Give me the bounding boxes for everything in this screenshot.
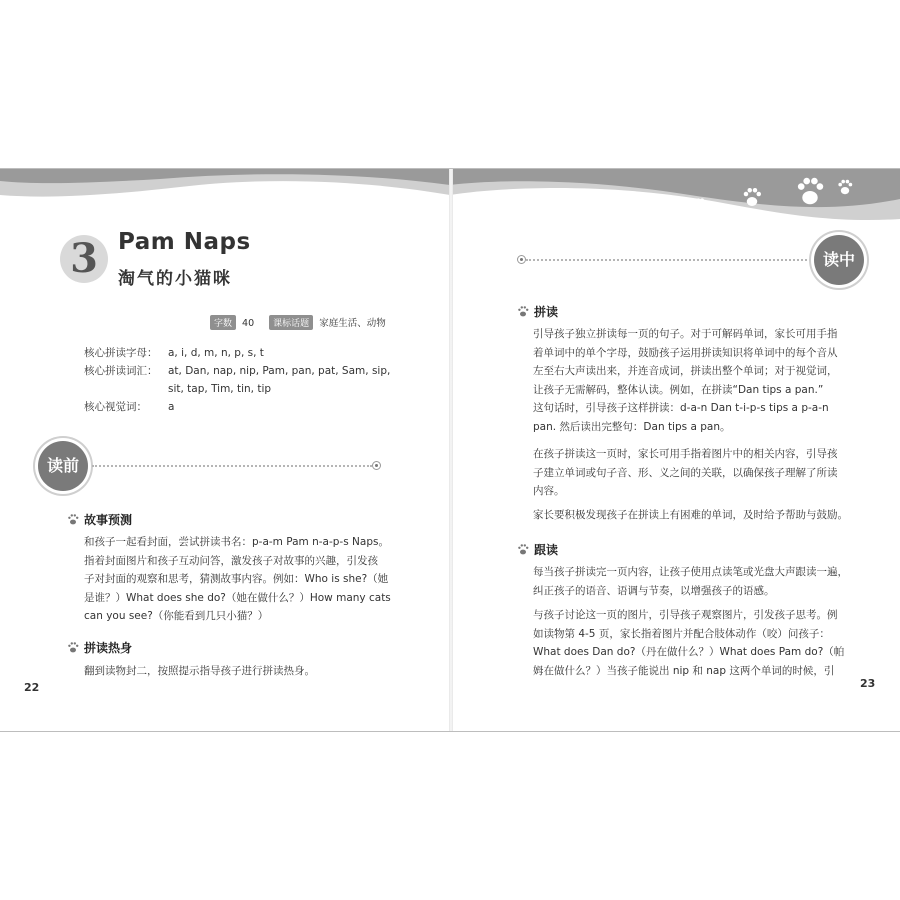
core-value: at, Dan, nap, nip, Pam, pan, pat, Sam, sip, [168,365,391,377]
book-spread [0,168,900,732]
text-line: 纠正孩子的语音、语调与节奏，以增强孩子的语感。 [533,584,775,597]
paragraph [84,533,394,626]
dotted-divider-end [372,461,381,470]
text-line: 内容。 [533,485,565,497]
heading-text: 拼读 [534,305,559,319]
core-row [84,344,404,362]
paragraph [533,325,873,436]
core-value: a, i, d, m, n, p, s, t [168,347,264,359]
text-line: 引导孩子独立拼读每一页的句子。对于可解码单词，家长可用手指 [533,328,838,340]
text-line: 翻到读物封二，按照提示指导孩子进行拼读热身。 [84,665,315,677]
paw-icon [66,513,80,525]
chapter-number: 3 [60,235,108,283]
page-title: Pam Naps [118,229,251,255]
core-label: 核心拼读字母： [84,347,158,359]
topic: 家庭生活、动物 [319,318,386,329]
dotted-divider-end [517,255,526,264]
text-line: 这句话时，引导孩子这样拼读：d-a-n Dan t-i-p-s tips a p-a-n [533,402,829,414]
section-heading [66,511,132,528]
heading-text: 拼读热身 [84,641,133,655]
topic-tag: 课标话题 [269,315,313,330]
core-list [84,344,404,416]
word-count: 40 [242,318,255,329]
paragraph [533,563,873,600]
core-row [84,380,404,398]
text-line: pan. 然后读出完整句：Dan tips a pan。 [533,420,731,433]
book-gutter [449,169,453,731]
page-number-right: 23 [860,677,876,690]
page-number-left: 22 [24,681,40,694]
dotted-divider [92,465,372,467]
text-line: 与孩子讨论这一页的图片，引导孩子观察图片，引发孩子思考。例 [533,609,838,621]
text-line: 和孩子一起看封面，尝试拼读书名：p-a-m Pam n-a-p-s Naps。 [84,536,389,548]
core-value: sit, tap, Tim, tin, tip [168,383,272,395]
section-badge-before-reading: 读前 [38,441,88,491]
heading-text: 跟读 [534,543,559,557]
core-row [84,362,404,380]
text-line: 子建立单词或句子音、形、义之间的关联，以确保孩子理解了所读 [533,466,838,479]
core-label: 核心视觉词： [84,401,147,413]
dotted-divider [526,259,814,261]
paragraph [84,662,394,681]
text-line: 家长要积极发现孩子在拼读上有困难的单词，及时给予帮助与鼓励。 [533,509,848,521]
section-badge-during-reading: 读中 [814,235,864,285]
text-line: 左至右大声读出来，并连音成词，拼读出整个单词；对于视觉词， [533,365,838,377]
text-line: 指着封面图片和孩子互动问答，激发孩子对故事的兴趣，引发孩 [84,554,378,567]
paw-print-decoration [690,177,860,217]
text-line: 子对封面的观察和思考，猜测故事内容。例如：Who is she?（她 [84,573,389,585]
text-line: 着单词中的单个字母，鼓励孩子运用拼读知识将单词中的每个音从 [533,346,838,359]
text-line: 每当孩子拼读完一页内容，让孩子使用点读笔或光盘大声跟读一遍， [533,566,848,578]
core-value: a [168,401,175,413]
section-heading [516,541,558,558]
text-line: 姆在做什么？）当孩子能说出 nip 和 nap 这两个单词的时候，引 [533,664,835,677]
paragraph [533,606,873,680]
section-heading [516,303,558,320]
core-row [84,398,404,416]
paragraph [533,506,873,525]
paw-icon [516,305,530,317]
page-subtitle: 淘气的小猫咪 [118,269,232,289]
paw-icon [66,641,80,653]
meta-row [210,315,386,330]
core-label: 核心拼读词汇： [84,365,158,377]
text-line: 如读物第 4-5 页，家长指着图片并配合肢体动作（咬）问孩子： [533,627,830,640]
paragraph [533,445,873,501]
text-line: What does Dan do?（丹在做什么？）What does Pam do?（帕 [533,646,845,658]
text-line: 让孩子无需解码，整体认读。例如，在拼读“Dan tips a pan.” [533,383,824,396]
text-line: 是谁？）What does she do?（她在做什么？）How many cats [84,591,391,604]
section-heading [66,639,132,656]
paw-icon [516,543,530,555]
heading-text: 故事预测 [84,513,133,527]
word-count-tag: 字数 [210,315,236,330]
text-line: 在孩子拼读这一页时，家长可用手指着图片中的相关内容，引导孩 [533,448,838,460]
text-line: can you see?（你能看到几只小猫？） [84,610,269,622]
